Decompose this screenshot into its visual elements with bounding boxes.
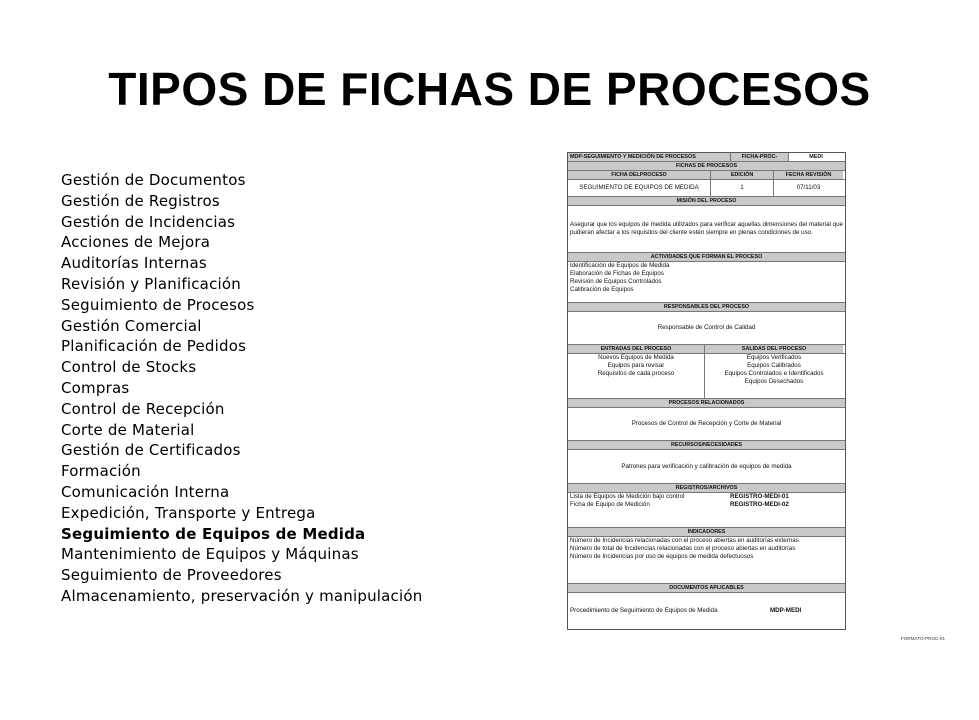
form-entrada: Nuevos Equipos de Medida: [598, 354, 674, 361]
form-col-ficha: FICHA DELPROCESO: [568, 171, 710, 179]
process-list-item: Planificación de Pedidos: [61, 337, 247, 356]
form-mision-header: MISIÓN DEL PROCESO: [568, 197, 845, 205]
form-salida: Equipos Verificados: [746, 354, 802, 361]
process-list-item: Gestión Comercial: [61, 316, 202, 335]
process-list-item: Almacenamiento, preservación y manipulación: [61, 586, 423, 605]
form-documento-name: Procedimiento de Seguimiento de Equipos de Medida: [570, 607, 718, 614]
process-list-item: Seguimiento de Procesos: [61, 295, 255, 314]
form-fecha-value: 07/11/03: [773, 180, 843, 196]
process-list-item: Gestión de Documentos: [61, 171, 246, 189]
process-list-item: Formación: [61, 462, 141, 481]
process-list: [61, 170, 422, 607]
form-actividad: Calibración de Equipos: [570, 286, 634, 293]
form-entrada: Requisitos de cada proceso: [597, 370, 675, 377]
form-salida: Equipos Calibrados: [747, 362, 801, 369]
form-responsables-header: RESPONSABLES DEL PROCESO: [568, 303, 845, 311]
form-registro-name: Lista de Equipos de Medición bajo control: [570, 493, 685, 500]
form-top-title: MDP-SEGUIMIENTO Y MEDICIÓN DE PROCESOS: [568, 153, 730, 161]
form-salida: Equipos Controlados e Identificados: [724, 370, 824, 377]
form-registro-name: Ficha de Equipo de Medición: [570, 501, 650, 508]
form-registros-names: [568, 493, 728, 527]
process-list-item: Seguimiento de Proveedores: [61, 566, 282, 585]
form-salida: Equipos Desechados: [744, 378, 804, 385]
form-salidas-list: [704, 354, 843, 398]
form-mision-text: Asegurar que los equipos de medida utilizados para verificar aquellas dimensiones del material que pudieran afectar a los requisitos del cliente estén siempre en plenas condiciones de uso.: [570, 221, 843, 236]
form-actividades-list: [568, 262, 845, 302]
form-relacionados-header: PROCESOS RELACIONADOS: [568, 399, 845, 407]
form-ficha-value: SEGUIMIENTO DE EQUIPOS DE MEDIDA: [579, 184, 699, 191]
process-list-item: Acciones de Mejora: [61, 233, 211, 252]
process-list-item: Revisión y Planificación: [61, 274, 241, 293]
form-entradas-header: ENTRADAS DEL PROCESO: [568, 345, 704, 353]
form-responsables-text: Responsable de Control de Calidad: [657, 324, 756, 331]
process-list-item: Compras: [61, 378, 130, 397]
form-registro-code: REGISTRO-MEDI-02: [730, 501, 789, 508]
form-ficha-label: FICHA-PROC-: [730, 153, 788, 161]
process-list-item: Corte de Material: [61, 420, 195, 439]
process-list-item: Expedición, Transporte y Entrega: [61, 503, 316, 522]
form-documentos-header: DOCUMENTOS APLICABLES: [568, 584, 845, 592]
form-actividad: Identificación de Equipos de Medida: [570, 262, 670, 269]
form-registros-header: REGISTROS/ARCHIVOS: [568, 484, 845, 492]
process-form-image: [567, 152, 846, 630]
page-title: TIPOS DE FICHAS DE PROCESOS: [108, 63, 871, 115]
process-list-item: Control de Recepción: [61, 399, 225, 418]
form-entrada: Equipos para revisar: [607, 362, 665, 369]
process-list-item: Gestión de Registros: [61, 191, 220, 210]
process-list-item: Comunicación Interna: [61, 482, 230, 501]
form-indicador: Número de total de Incidencias relacionadas con el proceso abiertas en auditorías: [570, 545, 796, 552]
process-list-item: Seguimiento de Equipos de Medida: [61, 524, 366, 543]
form-fichas-header: FICHAS DE PROCESOS: [568, 162, 845, 170]
form-indicadores-header: INDICADORES: [568, 528, 845, 536]
form-top-row: [568, 153, 845, 161]
form-edicion-value: 1: [710, 180, 773, 196]
process-list-item: Control de Stocks: [61, 358, 197, 377]
form-indicadores-list: [568, 537, 845, 583]
form-ficha-code: MEDI: [788, 153, 843, 161]
form-entradas-list: [568, 354, 704, 398]
process-list-item: Gestión de Certificados: [61, 441, 241, 460]
process-list-item: Auditorías Internas: [61, 254, 207, 273]
form-registro-code: REGISTRO-MEDI-01: [730, 493, 789, 500]
form-actividades-header: ACTIVIDADES QUE FORMAN EL PROCESO: [568, 253, 845, 261]
form-recursos-header: RECURSOS/NECESIDADES: [568, 441, 845, 449]
form-indicador: Número de Incidencias por uso de equipos de medida defectuosos: [570, 553, 754, 560]
form-footer-code: FORMATO-PROC-01: [901, 636, 945, 641]
process-list-item: Gestión de Incidencias: [61, 212, 236, 231]
form-indicador: Número de Incidencias relacionadas con el proceso abiertas en auditorías externas: [570, 537, 799, 544]
form-registros-codes: [728, 493, 843, 527]
process-list-item: Mantenimiento de Equipos y Máquinas: [61, 545, 359, 564]
form-actividad: Elaboración de Fichas de Equipos: [570, 270, 664, 277]
form-col-edicion: EDICIÓN: [710, 171, 773, 179]
form-documento-code: MDP-MEDI: [770, 607, 802, 614]
form-relacionados-text: Procesos de Control de Recepción y Corte de Material: [631, 420, 782, 427]
form-recursos-text: Patrones para verificación y calibración de equipos de medida: [621, 462, 792, 470]
form-col-fecha: FECHA REVISIÓN: [773, 171, 843, 179]
form-actividad: Revisión de Equipos Controlados: [570, 278, 662, 285]
form-salidas-header: SALIDAS DEL PROCESO: [704, 345, 843, 353]
